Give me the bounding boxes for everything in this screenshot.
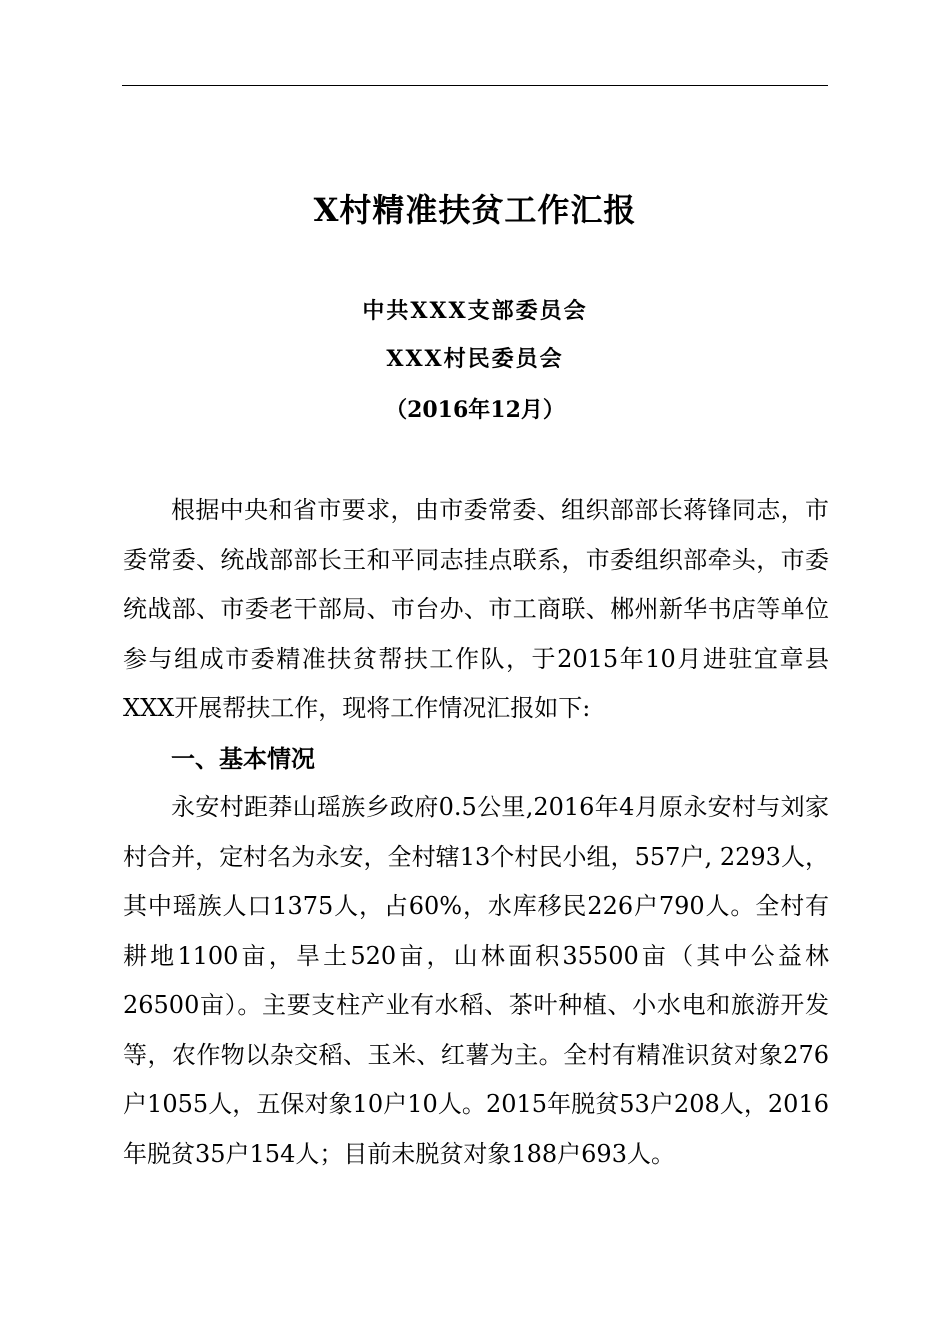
basic-info-paragraph: 永安村距莽山瑶族乡政府0.5公里,2016年4月原永安村与刘家村合并，定村名为永安，全村辖13个村民小组，557户, 2293人，其中瑶族人口1375人，占60%，水库移民226户790人。全村有耕地1100亩，旱土520亩，山林面积35500亩（其中公益林26500亩）。主要支柱产业有水稻、茶叶种植、小水电和旅游开发等，农作物以杂交稻、玉米、红薯为主。全村有精准识贫对象276户1055人，五保对象10户10人。2015年脱贫53户208人，2016年脱贫35户154人；目前未脱贫对象188户693人。: [123, 793, 829, 1168]
section-heading-basic-info: 一、基本情况: [171, 744, 315, 773]
document-title: X村精准扶贫工作汇报: [313, 191, 637, 229]
org-line-village-committee: XXX村民委员会: [386, 346, 564, 372]
document-date: （2016年12月）: [385, 397, 565, 423]
intro-paragraph: 根据中央和省市要求，由市委常委、组织部部长蒋锋同志，市委常委、统战部部长王和平同志挂点联系，市委组织部牵头，市委统战部、市委老干部局、市台办、市工商联、郴州新华书店等单位参与组成市委精准扶贫帮扶工作队，于2015年10月进驻宜章县XXX开展帮扶工作，现将工作情况汇报如下:: [123, 496, 829, 722]
org-line-party-branch: 中共XXX支部委员会: [362, 298, 588, 324]
header-rule: [122, 85, 828, 86]
